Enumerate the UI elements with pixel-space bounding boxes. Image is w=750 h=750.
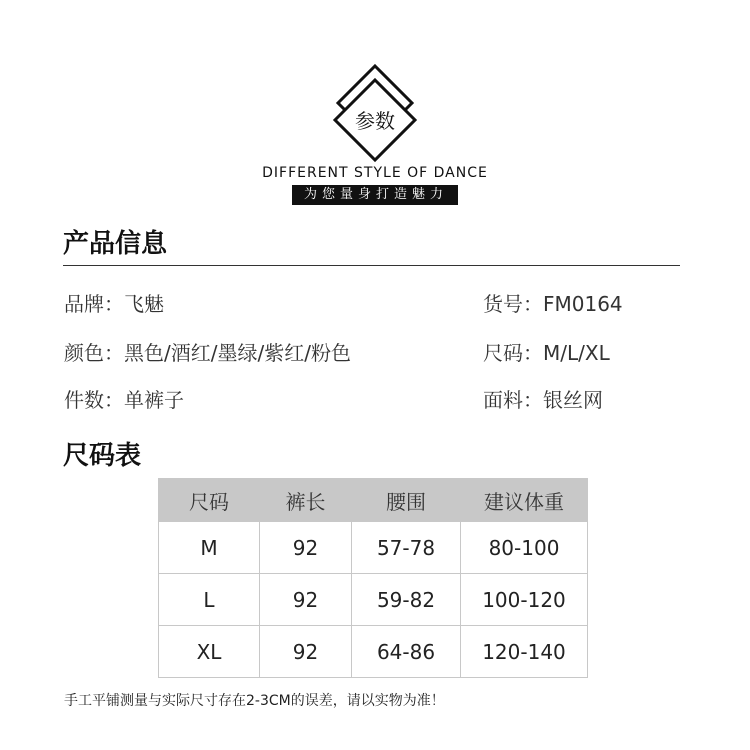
header-length: 裤长 [260, 479, 352, 522]
fabric-info: 面料：银丝网 [483, 388, 603, 412]
table-header-row [159, 479, 588, 522]
cell-weight: 80-100 [461, 522, 588, 574]
slogan-bar [0, 183, 750, 205]
cell-weight: 120-140 [461, 626, 588, 678]
item-number-info: 货号：FM0164 [483, 292, 623, 316]
header-waist: 腰围 [352, 479, 461, 522]
cell-weight: 100-120 [461, 574, 588, 626]
pieces-info: 件数：单裤子 [64, 388, 184, 412]
cell-size: L [159, 574, 260, 626]
product-info-title: 产品信息 [63, 229, 168, 259]
brand-info: 品牌：飞魅 [64, 292, 164, 316]
cell-size: XL [159, 626, 260, 678]
table-row [159, 626, 588, 678]
cell-length: 92 [260, 574, 352, 626]
header-weight: 建议体重 [461, 479, 588, 522]
cell-waist: 64-86 [352, 626, 461, 678]
size-info: 尺码：M/L/XL [483, 341, 610, 365]
brand-tagline: DIFFERENT STYLE OF DANCE [262, 165, 488, 181]
size-chart-table [158, 478, 588, 678]
cell-length: 92 [260, 522, 352, 574]
table-row [159, 574, 588, 626]
header-size: 尺码 [159, 479, 260, 522]
color-info: 颜色：黑色/酒红/墨绿/紫红/粉色 [64, 341, 351, 365]
cell-length: 92 [260, 626, 352, 678]
measurement-note: 手工平铺测量与实际尺寸存在2-3CM的误差，请以实物为准！ [64, 693, 445, 709]
cell-size: M [159, 522, 260, 574]
slogan-text: 为您量身打造魅力 [292, 185, 458, 205]
logo-badge-text: 参数 [355, 109, 395, 133]
table-row [159, 522, 588, 574]
cell-waist: 57-78 [352, 522, 461, 574]
cell-waist: 59-82 [352, 574, 461, 626]
diamond-logo-icon [300, 60, 450, 170]
size-chart-title: 尺码表 [63, 441, 142, 471]
section-divider [63, 265, 680, 266]
